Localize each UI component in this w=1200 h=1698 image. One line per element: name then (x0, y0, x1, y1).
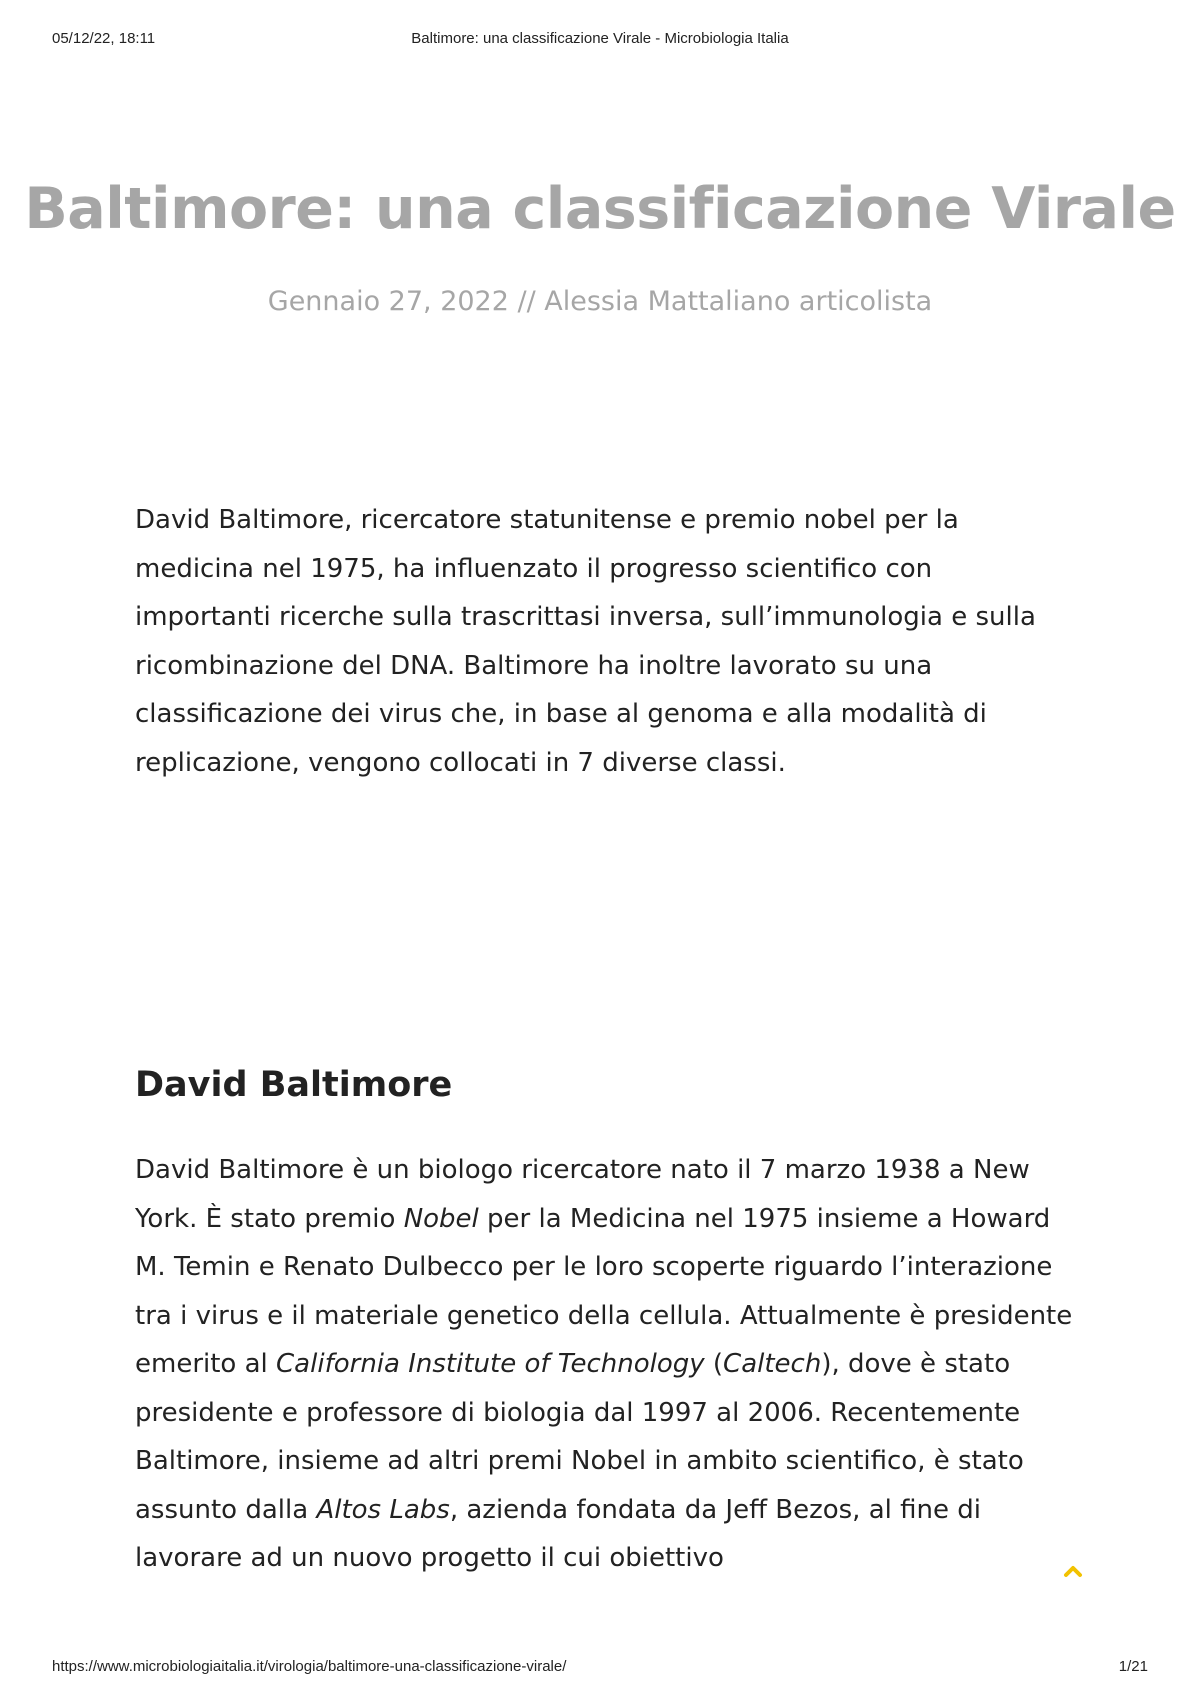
chevron-up-icon (1062, 1560, 1084, 1582)
body-text-1: David Baltimore è un biologo ricercatore nato il 7 marzo 1938 a New York. È stato premio (135, 1155, 1030, 1234)
print-header (52, 30, 1148, 50)
body-text-3: ( (704, 1349, 724, 1379)
body-italic-caltech: Caltech (723, 1349, 822, 1379)
intro-paragraph: David Baltimore, ricercatore statunitense e premio nobel per la medicina nel 1975, ha influenzato il progresso scientifico con importanti ricerche sulla trascrittasi inversa, sull’immunologia e sulla ricombinazione del DNA. Baltimore ha inoltre lavorato su una classificazione dei virus che, in base al genoma e alla modalità di replicazione, vengono collocati in 7 diverse classi. (135, 505, 1036, 778)
print-footer (52, 1658, 1148, 1678)
body-italic-altos-labs: Altos Labs (316, 1494, 450, 1525)
print-page-number: 1/21 (1118, 1658, 1148, 1675)
scroll-to-top-button[interactable] (1062, 1560, 1084, 1582)
body-italic-caltech-full: California Institute of Technology (276, 1349, 705, 1379)
article-title: Baltimore: una classificazione Virale (24, 176, 1176, 242)
article-meta: Gennaio 27, 2022 // Alessia Mattaliano articolista (267, 286, 933, 317)
print-page-title: Baltimore: una classificazione Virale - Microbiologia Italia (411, 30, 789, 47)
section-heading: David Baltimore (135, 1065, 453, 1105)
body-text-5: , azienda fondata da Jeff Bezos, al fine di lavorare ad un nuovo progetto il cui obiettivo (135, 1494, 981, 1573)
body-italic-nobel: Nobel (403, 1203, 479, 1234)
body-text-4: ), dove è stato presidente e professore di biologia dal 1997 al 2006. Recentemente Baltimore, insieme ad altri premi Nobel in ambito scientifico, è stato assunto dalla (135, 1349, 1024, 1525)
body-text-2: per la Medicina nel 1975 insieme a Howard M. Temin e Renato Dulbecco per le loro scoperte riguardo l’interazione tra i virus e il materiale genetico della cellula. Attualmente è presidente emerito al (135, 1203, 1073, 1379)
print-url: https://www.microbiologiaitalia.it/virologia/baltimore-una-classificazione-virale/ (52, 1658, 567, 1675)
body-paragraph (135, 1146, 1075, 1582)
print-datetime: 05/12/22, 18:11 (52, 30, 156, 47)
